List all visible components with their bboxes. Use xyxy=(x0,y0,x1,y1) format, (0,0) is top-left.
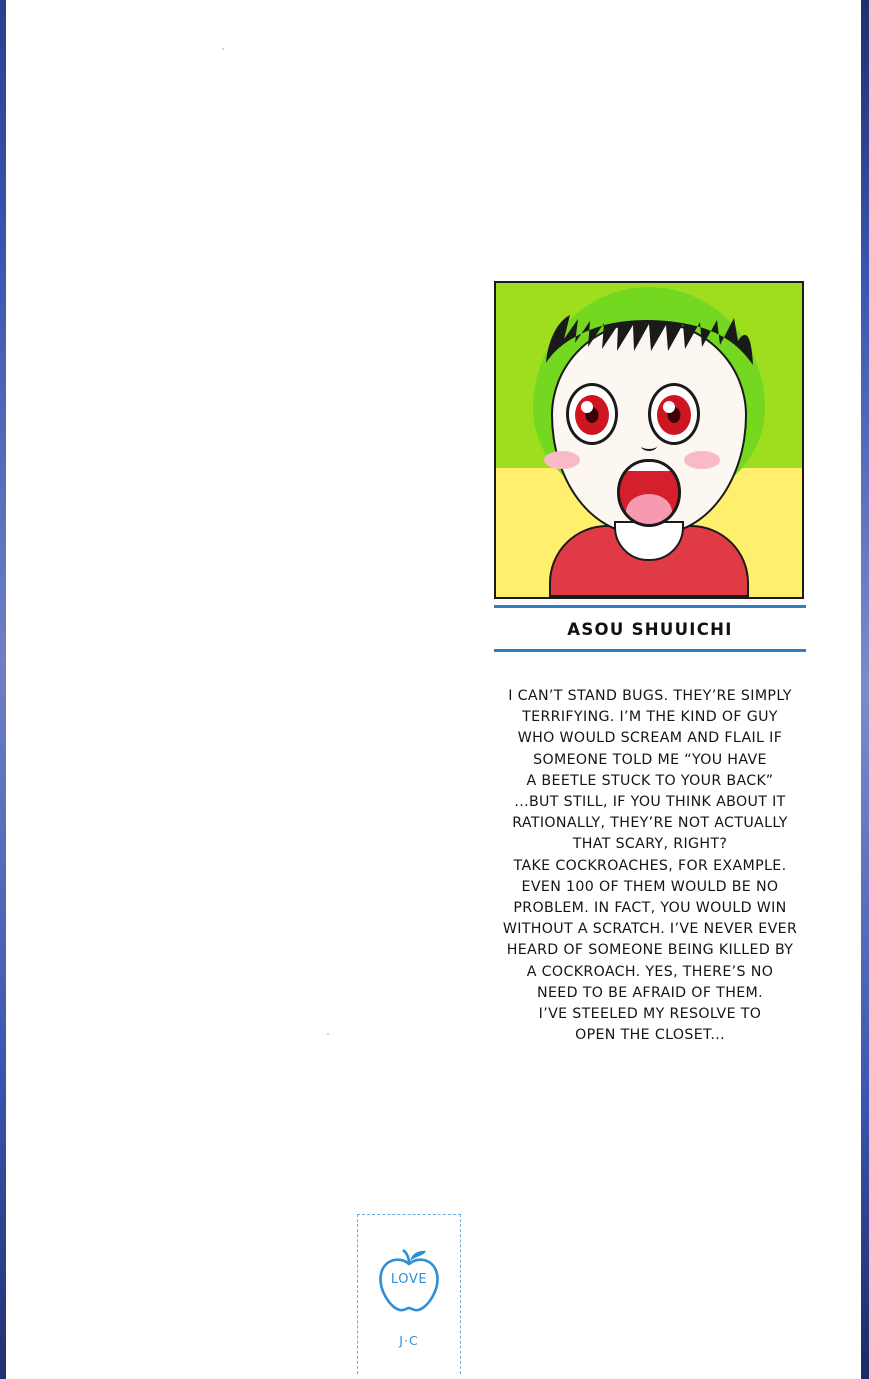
scan-speck xyxy=(222,48,224,50)
author-block xyxy=(494,281,806,652)
comment-line: WITHOUT A SCRATCH. I’VE NEVER EVER xyxy=(502,921,798,938)
left-iris xyxy=(575,395,609,435)
right-blush xyxy=(684,451,720,469)
bangs-icon xyxy=(542,313,756,373)
scan-speck xyxy=(327,1033,329,1035)
page-left-edge xyxy=(0,0,6,1379)
author-rule-bottom xyxy=(494,649,806,652)
left-eye xyxy=(566,383,618,445)
page-right-edge xyxy=(861,0,869,1379)
nose-shape xyxy=(641,441,657,451)
right-eye-glint xyxy=(663,401,675,413)
open-mouth-shape xyxy=(617,459,681,527)
comment-line: ...BUT STILL, IF YOU THINK ABOUT IT xyxy=(514,794,786,811)
comment-line: THAT SCARY, RIGHT? xyxy=(572,836,728,853)
comment-line: TAKE COCKROACHES, FOR EXAMPLE. xyxy=(513,857,787,874)
comment-line: I CAN’T STAND BUGS. THEY’RE SIMPLY xyxy=(508,688,792,704)
comment-line: OPEN THE CLOSET... xyxy=(575,1027,725,1044)
comment-line: NEED TO BE AFRAID OF THEM. xyxy=(537,984,763,1001)
apple-logo xyxy=(374,1248,444,1314)
left-blush xyxy=(544,451,580,469)
teeth-shape xyxy=(627,462,671,471)
comment-line: SOMEONE TOLD ME “YOU HAVE xyxy=(533,751,767,768)
tongue-shape xyxy=(626,494,672,527)
right-iris xyxy=(657,395,691,435)
right-eye xyxy=(648,383,700,445)
author-name: ASOU SHUUICHI xyxy=(567,620,733,639)
comment-line: A BEETLE STUCK TO YOUR BACK” xyxy=(526,772,774,789)
imprint-label: J·C xyxy=(399,1333,419,1348)
apple-logo-label: LOVE xyxy=(390,1272,428,1287)
comment-line: A COCKROACH. YES, THERE’S NO xyxy=(526,963,774,980)
comment-line: HEARD OF SOMEONE BEING KILLED BY xyxy=(506,942,794,959)
left-eye-glint xyxy=(581,401,593,413)
comment-line: EVEN 100 OF THEM WOULD BE NO xyxy=(521,878,779,895)
author-portrait xyxy=(494,281,804,599)
comment-line: I’VE STEELED MY RESOLVE TO xyxy=(538,1006,762,1023)
author-comment xyxy=(494,686,806,1046)
comment-line: WHO WOULD SCREAM AND FLAIL IF xyxy=(517,730,783,747)
comment-line: PROBLEM. IN FACT, YOU WOULD WIN xyxy=(513,900,787,917)
comment-line: TERRIFYING. I’M THE KIND OF GUY xyxy=(522,709,778,726)
publisher-logo-block xyxy=(357,1214,461,1374)
comment-line: RATIONALLY, THEY’RE NOT ACTUALLY xyxy=(512,815,788,832)
